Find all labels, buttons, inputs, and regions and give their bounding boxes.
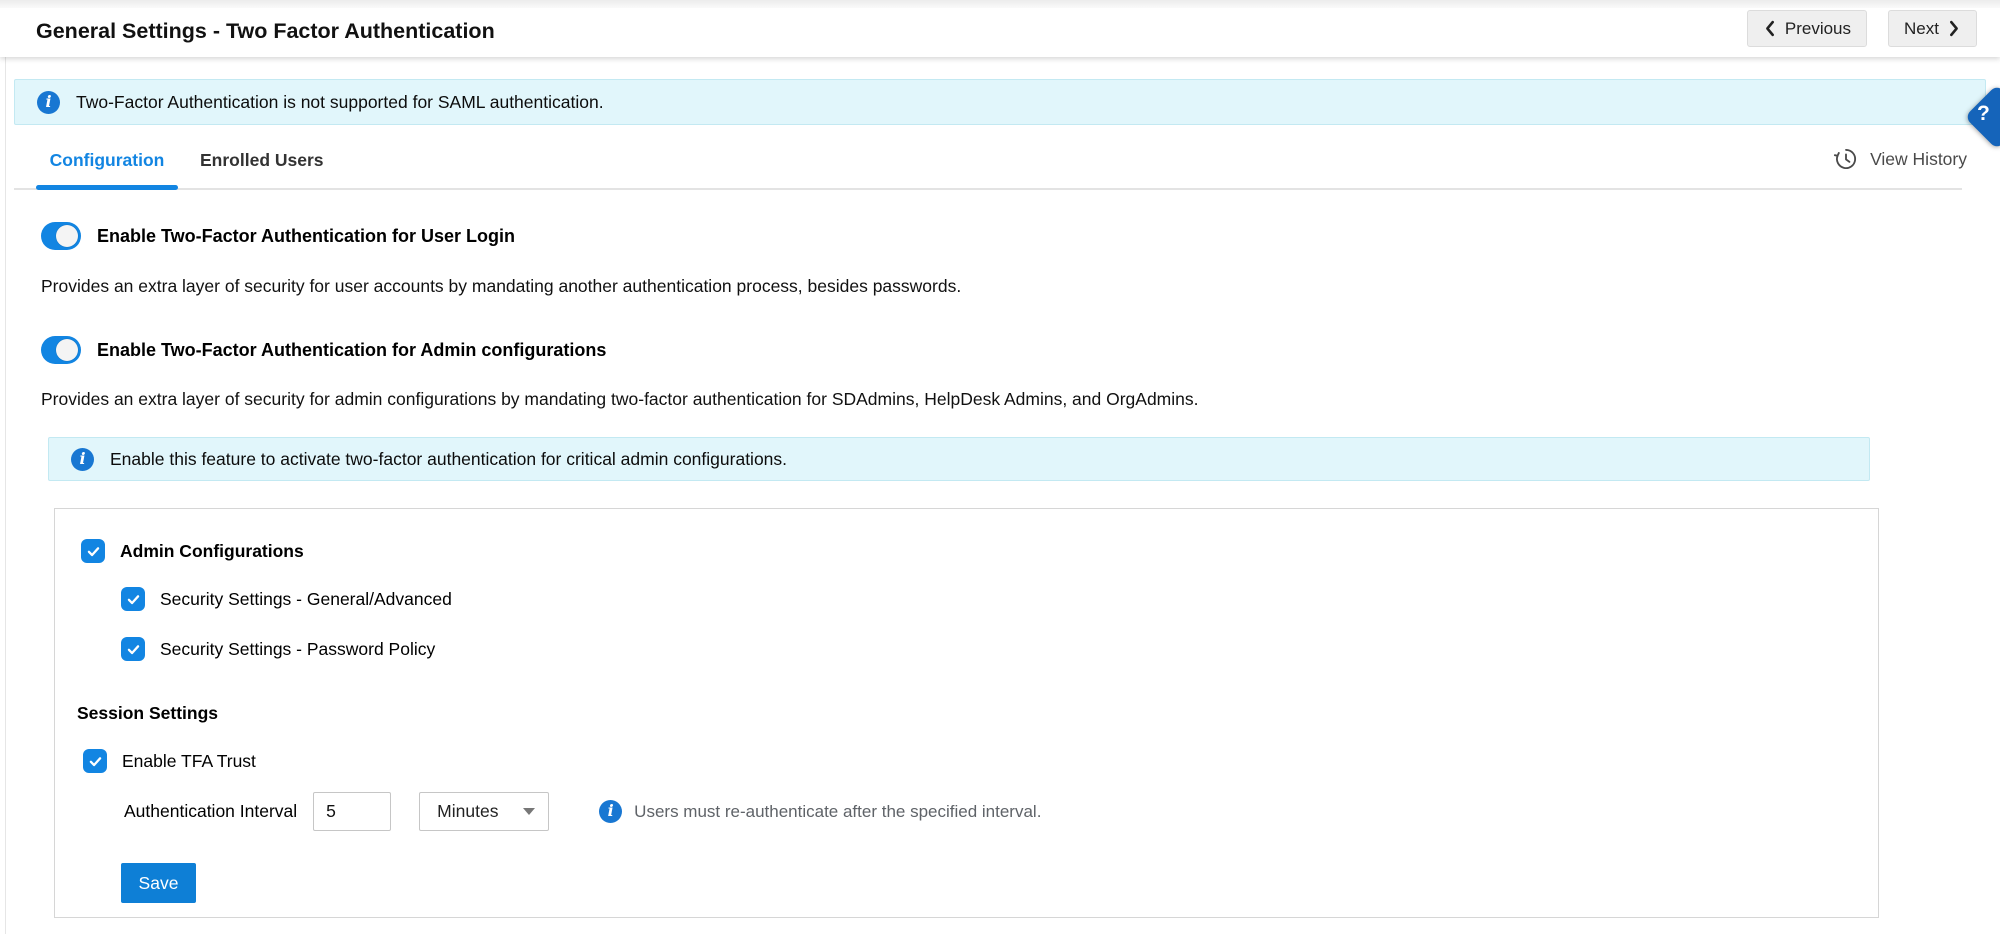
user-login-toggle[interactable]: [41, 222, 81, 250]
security-password-policy-checkbox[interactable]: [121, 637, 145, 661]
chevron-left-icon: [1763, 20, 1776, 37]
user-login-toggle-label: Enable Two-Factor Authentication for User Login: [97, 225, 516, 246]
previous-button-label: Previous: [1784, 18, 1851, 38]
info-icon: i: [71, 448, 94, 471]
security-general-advanced-checkbox[interactable]: [121, 587, 145, 611]
admin-config-description: Provides an extra layer of security for admin configurations by mandating two-factor authentication for SDAdmins, HelpDesk Admins, and OrgAdmins.: [41, 389, 1199, 409]
next-button[interactable]: [1888, 10, 1977, 47]
help-question-icon[interactable]: ?: [1977, 102, 1990, 125]
session-settings-heading: Session Settings: [77, 703, 219, 723]
tab-enrolled-users[interactable]: Enrolled Users: [200, 150, 324, 170]
view-history-link[interactable]: [1833, 146, 1967, 172]
security-password-policy-label: Security Settings - Password Policy: [160, 638, 436, 659]
toggle-knob: [56, 339, 78, 361]
admin-banner-text: Enable this feature to activate two-factor authentication for critical admin configurations.: [110, 448, 788, 469]
info-icon: i: [599, 800, 622, 823]
authentication-interval-input[interactable]: [313, 792, 391, 831]
admin-config-toggle-label: Enable Two-Factor Authentication for Admin configurations: [97, 339, 607, 360]
user-login-description: Provides an extra layer of security for user accounts by mandating another authentication process, besides passwords.: [41, 276, 962, 296]
admin-feature-banner: [48, 437, 1870, 481]
tab-configuration[interactable]: Configuration: [36, 150, 178, 190]
previous-button[interactable]: [1747, 10, 1867, 47]
save-button[interactable]: Save: [121, 863, 196, 903]
window-top-strip: [0, 0, 2000, 8]
next-button-label: Next: [1904, 18, 1939, 38]
content-left-border: [5, 57, 6, 934]
admin-configurations-checkbox[interactable]: [81, 539, 105, 563]
chevron-right-icon: [1948, 20, 1961, 37]
toggle-knob: [56, 225, 78, 247]
interval-unit-select[interactable]: [419, 792, 549, 831]
enable-tfa-trust-checkbox[interactable]: [83, 749, 107, 773]
saml-banner-text: Two-Factor Authentication is not supported for SAML authentication.: [76, 91, 604, 112]
interval-hint-text: Users must re-authenticate after the specified interval.: [634, 801, 1042, 821]
chevron-down-icon: [523, 808, 535, 815]
authentication-interval-label: Authentication Interval: [124, 801, 298, 821]
admin-config-toggle[interactable]: [41, 336, 81, 364]
admin-configurations-panel: [54, 508, 1879, 918]
page-title: General Settings - Two Factor Authentication: [36, 19, 495, 43]
interval-unit-value: Minutes: [437, 801, 499, 821]
admin-configurations-label: Admin Configurations: [120, 540, 304, 561]
saml-info-banner: [14, 79, 1986, 125]
history-clock-icon: [1833, 146, 1859, 172]
security-general-advanced-label: Security Settings - General/Advanced: [160, 588, 452, 609]
view-history-label: View History: [1870, 148, 1967, 169]
info-icon: i: [37, 91, 60, 114]
enable-tfa-trust-label: Enable TFA Trust: [122, 750, 256, 771]
page-header: [0, 0, 2000, 57]
